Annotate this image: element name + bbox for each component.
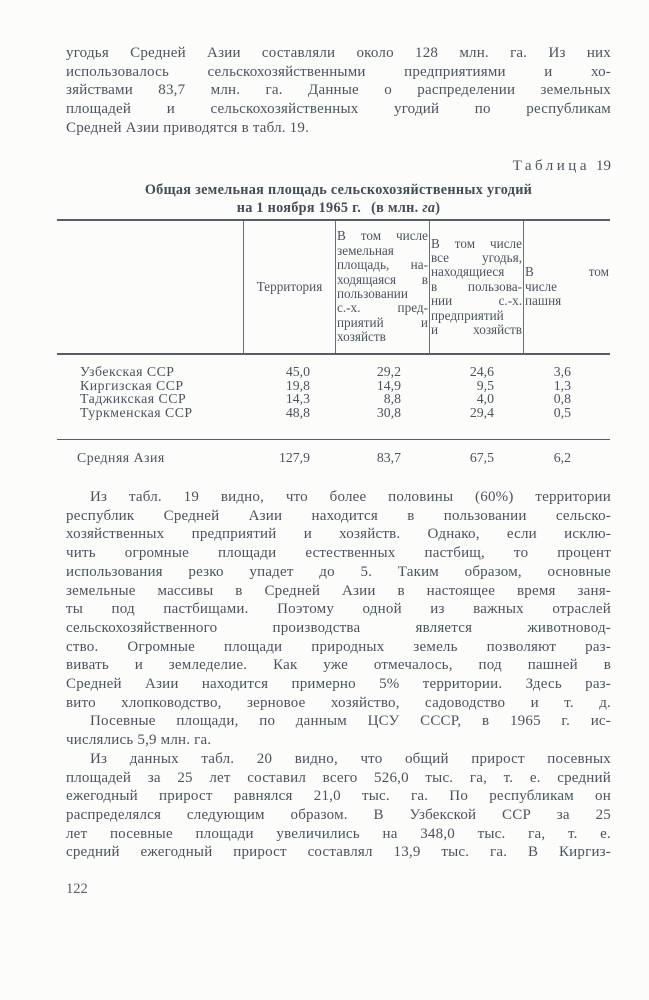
table-label bbox=[66, 158, 611, 175]
table-subtitle-date: на 1 ноября 1965 г. bbox=[236, 199, 362, 216]
table-row-tajik bbox=[57, 392, 610, 406]
cell-farm-lands: 24,6 bbox=[469, 364, 494, 379]
body-text bbox=[66, 488, 611, 862]
header-cell-land-area-in-use: В том числе земельная площадь, на- ходящаяся в пользовании с.-х. пред- приятий и хозяйств bbox=[335, 221, 429, 353]
cell-territory: 45,0 bbox=[285, 364, 310, 379]
total-farm-lands: 67,5 bbox=[469, 449, 494, 465]
table-total-section bbox=[57, 439, 610, 471]
table-subtitle-paren: (в млн. bbox=[371, 199, 423, 216]
table-subtitle-close: ) bbox=[435, 199, 441, 216]
cell-land-area: 14,9 bbox=[376, 377, 401, 393]
table-row-uzbek bbox=[57, 365, 610, 379]
body-paragraph-3: Из данных табл. 20 видно, что общий прирост посевных площадей за 25 лет составил всего 526,0 тыс. га, т. е. средний ежегодный прирост равнялся 21,0 тыс. га. По республикам он распределялся следующим образом. В Узбекской ССР за 25 лет посевные площади увеличились на 348,0 тыс. га, т. е. средний ежегодный прирост составлял 13,9 тыс. га. В Киргиз- bbox=[66, 750, 611, 861]
row-name: Узбекская ССР bbox=[80, 364, 175, 379]
table-subtitle-unit: га bbox=[422, 199, 436, 216]
total-land-area: 83,7 bbox=[376, 449, 401, 465]
table-label-number: 19 bbox=[596, 158, 611, 174]
cell-land-area: 30,8 bbox=[376, 405, 401, 421]
row-name: Таджикская ССР bbox=[80, 391, 187, 407]
header-territory-label: Территория bbox=[256, 278, 323, 294]
total-row-name: Средняя Азия bbox=[77, 449, 165, 465]
cell-arable: 0,5 bbox=[553, 405, 571, 421]
table-row-turkmen bbox=[57, 406, 610, 420]
cell-territory: 48,8 bbox=[285, 405, 310, 421]
table-body bbox=[57, 355, 610, 439]
row-name: Туркменская ССР bbox=[80, 405, 193, 421]
header-cell-republic bbox=[57, 221, 243, 353]
table-title-line2 bbox=[66, 200, 611, 218]
page-number: 122 bbox=[66, 881, 88, 897]
cell-land-area: 29,2 bbox=[376, 364, 401, 379]
cell-arable: 0,8 bbox=[553, 391, 571, 407]
cell-territory: 19,8 bbox=[285, 377, 310, 393]
table-title bbox=[66, 182, 611, 217]
intro-paragraph: угодья Средней Азии составляли около 128 млн. га. Из них использовалось сельскохозяйственными предприятиями и хо- зяйствами 83,7 млн. га. Данные о распределении земельных площадей и сельскохозяйственных угодий по республикам Средней Азии приводятся в табл. 19. bbox=[66, 45, 611, 136]
header-cell-farm-lands-in-use: В том числе все угодья, находящиеся в пользова- нии с.-х. предприятий и хозяйств bbox=[429, 221, 523, 353]
cell-land-area: 8,8 bbox=[383, 391, 401, 407]
total-territory: 127,9 bbox=[278, 449, 310, 465]
table-label-word: Таблица bbox=[512, 158, 590, 174]
land-area-table bbox=[57, 219, 610, 471]
table-total-row bbox=[57, 451, 610, 465]
row-name: Киргизская ССР bbox=[80, 377, 184, 393]
body-paragraph-1: Из табл. 19 видно, что более половины (60%) территории республик Средней Азии находится в пользовании сельско- хозяйственных предприятий и хозяйств. Однако, если исклю- чить огромные площади естественных пастбищ, то процент использования резко упадет до 5. Таким образом, основные земельные массивы в Средней Азии в настоящее время заня- ты под пастбищами. Поэтому одной из важных отраслей сельскохозяйственного производства является животновод- ство. Огромные площади природных земель позволяют раз- вивать и земледелие. Как уже отмечалось, под пашней в Средней Азии находится примерно 5% территории. Здесь раз- вито хлопководство, зерновое хозяйство, садоводство и т. д. bbox=[66, 489, 611, 711]
table-title-line1: Общая земельная площадь сельскохозяйственных угодий bbox=[144, 182, 533, 198]
cell-farm-lands: 29,4 bbox=[469, 405, 494, 421]
header-cell-arable-land: В том числе пашня bbox=[523, 221, 610, 353]
header-cell-territory bbox=[243, 221, 335, 353]
cell-arable: 3,6 bbox=[553, 364, 571, 379]
total-arable: 6,2 bbox=[553, 449, 571, 465]
cell-arable: 1,3 bbox=[553, 377, 571, 393]
table-header-row bbox=[57, 221, 610, 355]
body-paragraph-2: Посевные площади, по данным ЦСУ СССР, в 1965 г. ис- числялись 5,9 млн. га. bbox=[66, 713, 611, 749]
cell-farm-lands: 4,0 bbox=[476, 391, 494, 407]
cell-territory: 14,3 bbox=[285, 391, 310, 407]
table-row-kirghiz bbox=[57, 379, 610, 393]
cell-farm-lands: 9,5 bbox=[476, 377, 494, 393]
